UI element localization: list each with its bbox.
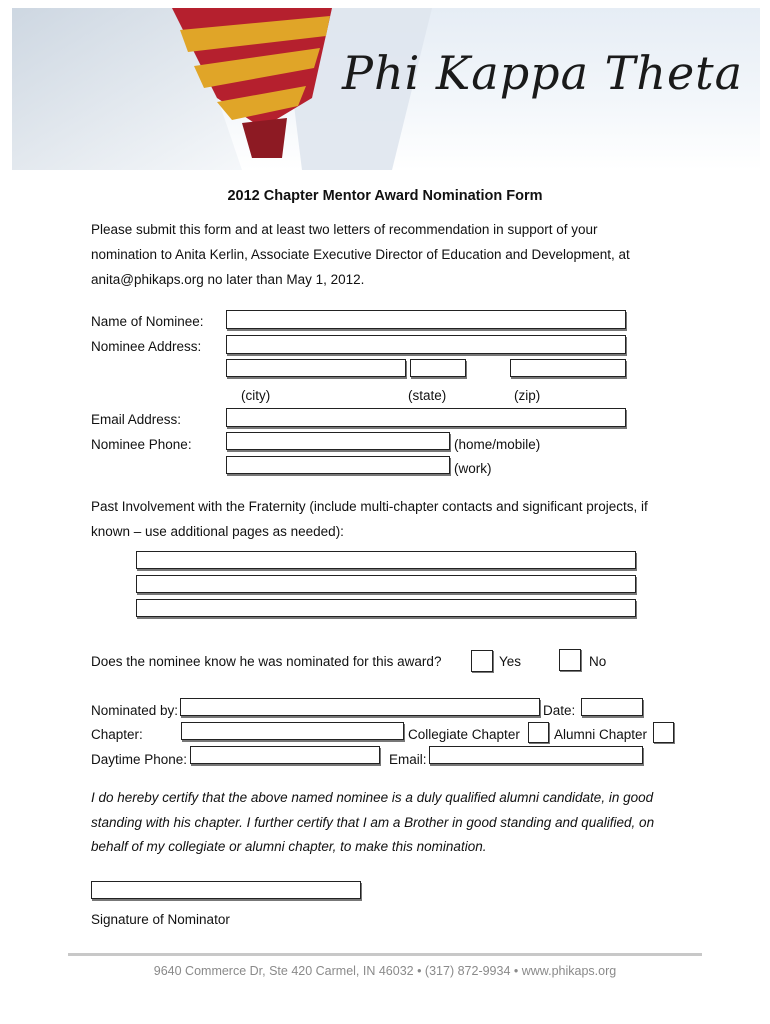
form-title: 2012 Chapter Mentor Award Nomination Form [227, 188, 543, 204]
certify-line: standing with his chapter. I further certify that I am a Brother in good standing and qualified, on [91, 815, 655, 830]
nominee-address-input[interactable] [226, 335, 626, 354]
signature-input[interactable] [91, 881, 361, 899]
footer-divider [68, 953, 702, 956]
daytime-phone-label: Daytime Phone: [91, 752, 188, 767]
collegiate-checkbox[interactable] [528, 722, 549, 743]
intro-line: Please submit this form and at least two letters of recommendation in support of your [91, 222, 598, 237]
nominee-name-input[interactable] [226, 310, 626, 329]
zip-caption: (zip) [514, 388, 541, 403]
phone-label: Nominee Phone: [91, 437, 192, 452]
involvement-line: Past Involvement with the Fraternity (include multi-chapter contacts and significant projects, if [91, 499, 648, 514]
no-label: No [589, 654, 607, 669]
work-phone-input[interactable] [226, 456, 450, 474]
involvement-input-2[interactable] [136, 575, 636, 593]
state-caption: (state) [408, 388, 447, 403]
intro-line: anita@phikaps.org no later than May 1, 2012. [91, 272, 365, 287]
address-label: Nominee Address: [91, 339, 202, 354]
header-banner [12, 8, 760, 170]
nominated-question: Does the nominee know he was nominated for this award? [91, 654, 442, 669]
involvement-input-1[interactable] [136, 551, 636, 569]
chapter-label: Chapter: [91, 727, 143, 742]
alumni-checkbox[interactable] [653, 722, 674, 743]
footer-address: 9640 Commerce Dr, Ste 420 Carmel, IN 46032 • (317) 872-9934 • www.phikaps.org [153, 964, 617, 978]
involvement-line: known – use additional pages as needed): [91, 524, 344, 539]
home-mobile-caption: (home/mobile) [454, 437, 541, 452]
name-label: Name of Nominee: [91, 314, 204, 329]
involvement-input-3[interactable] [136, 599, 636, 617]
nominated-by-label: Nominated by: [91, 703, 179, 718]
state-input[interactable] [410, 359, 466, 377]
intro-line: nomination to Anita Kerlin, Associate Executive Director of Education and Development, at [91, 247, 630, 262]
city-caption: (city) [241, 388, 271, 403]
no-checkbox[interactable] [559, 649, 581, 671]
yes-checkbox[interactable] [471, 650, 493, 672]
date-input[interactable] [581, 698, 643, 716]
chapter-input[interactable] [181, 722, 404, 740]
collegiate-label: Collegiate Chapter [408, 727, 520, 742]
certify-line: behalf of my collegiate or alumni chapter, to make this nomination. [91, 839, 487, 854]
yes-label: Yes [499, 654, 522, 669]
email-input[interactable] [226, 408, 626, 427]
zip-input[interactable] [510, 359, 626, 377]
certify-line: I do hereby certify that the above named nominee is a duly qualified alumni candidate, in good [91, 790, 654, 805]
home-phone-input[interactable] [226, 432, 450, 450]
work-caption: (work) [454, 461, 492, 476]
nominator-email-label: Email: [389, 752, 427, 767]
date-label: Date: [543, 703, 576, 718]
nominator-email-input[interactable] [429, 746, 643, 764]
brand-logo-text: Phi Kappa Theta [342, 46, 744, 100]
signature-label: Signature of Nominator [91, 912, 230, 927]
nominated-by-input[interactable] [180, 698, 540, 716]
daytime-phone-input[interactable] [190, 746, 380, 764]
alumni-label: Alumni Chapter [554, 727, 648, 742]
city-input[interactable] [226, 359, 406, 377]
email-label: Email Address: [91, 412, 182, 427]
